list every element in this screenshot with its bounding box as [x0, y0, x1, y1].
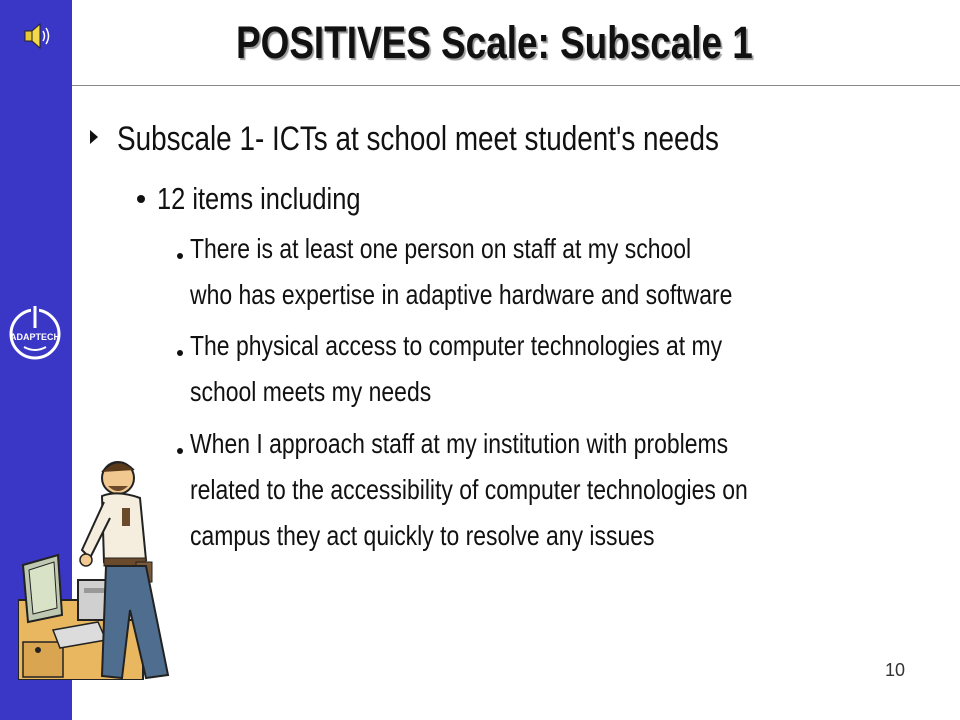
list-item-line: who has expertise in adaptive hardware and software — [190, 279, 733, 310]
logo-text: ADAPTECH — [9, 332, 61, 342]
list-item — [190, 323, 722, 415]
bullet-dot-icon — [137, 195, 145, 203]
list-item-line: campus they act quickly to resolve any issues — [190, 520, 655, 551]
list-item-line: school meets my needs — [190, 376, 432, 407]
page-number: 10 — [885, 660, 906, 680]
list-item-line: When I approach staff at my institution with problems — [190, 428, 729, 459]
title-divider — [72, 85, 960, 86]
bullet-dot-icon — [177, 350, 183, 356]
speaker-icon[interactable] — [22, 22, 52, 50]
list-item-line: related to the accessibility of computer technologies on — [190, 474, 748, 505]
triangle-bullet-icon — [90, 130, 98, 144]
slide-title: POSITIVES Scale: Subscale 1 — [236, 17, 753, 68]
list-item-line: There is at least one person on staff at my school — [190, 233, 692, 264]
adaptech-logo — [5, 302, 65, 362]
list-item-line: The physical access to computer technologies at my — [190, 330, 723, 361]
bullet-level2: 12 items including — [157, 181, 361, 216]
bullet-level1: Subscale 1- ICTs at school meet student's needs — [117, 120, 719, 158]
bullet-dot-icon — [177, 253, 183, 259]
list-item — [190, 226, 732, 318]
man-computer-clipart — [18, 450, 188, 680]
list-item — [190, 421, 748, 559]
